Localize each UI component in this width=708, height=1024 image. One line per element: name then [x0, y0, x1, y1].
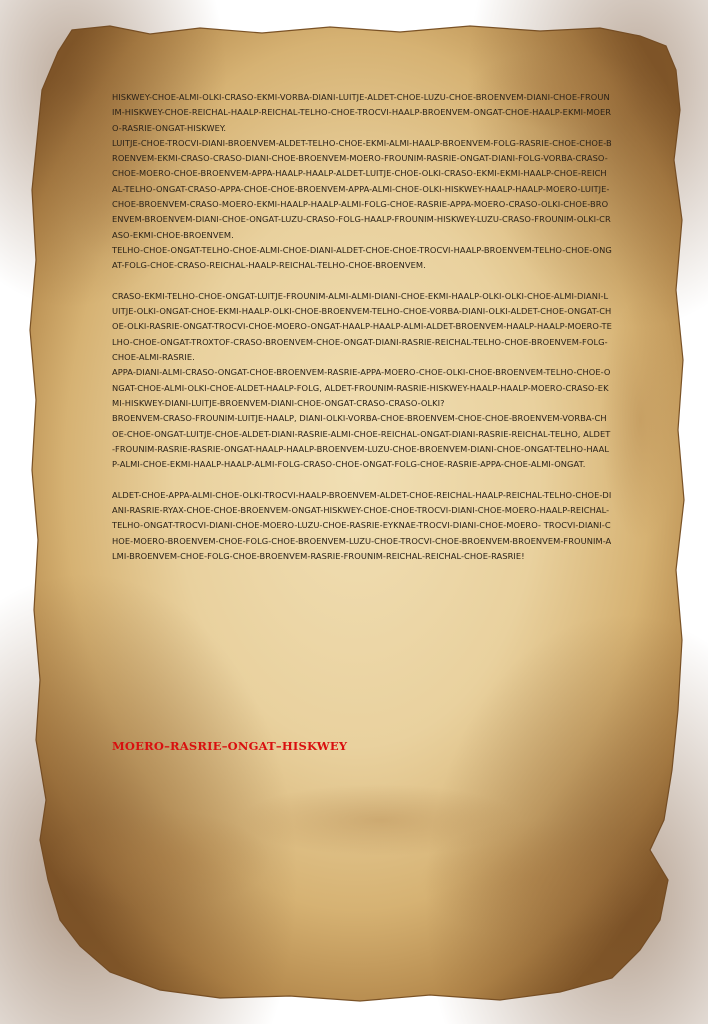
paragraph-gap	[112, 274, 612, 289]
letter-body	[112, 90, 612, 564]
paragraph-7: ALDET-CHOE-APPA-ALMI-CHOE-OLKI-TROCVI-HAALP-BROENVEM-ALDET-CHOE-REICHAL-HAALP-REICHAL-TELHO-CHOE-DIANI-RASRIE-RYAX-CHOE-CHOE-BROENVEM-ONGAT-HISKWEY-CHOE-CHOE-TROCVI-DIANI-CHOE-MOERO-HAALP-REICHAL-TELHO-ONGAT-TROCVI-DIANI-CHOE-MOERO-LUZU-CHOE-RASRIE-EYKNAE-TROCVI-DIANI-CHOE-MOERO- TROCVI-DIANI-CHOE-MOERO-BROENVEM-CHOE-FOLG-CHOE-BROENVEM-LUZU-CHOE-TROCVI-CHOE-BROENVEM-BROENVEM-FROUNIM-ALMI-BROENVEM-CHOE-FOLG-CHOE-BROENVEM-RASRIE-FROUNIM-REICHAL-REICHAL-CHOE-RASRIE!	[112, 489, 612, 561]
paragraph-3: TELHO-CHOE-ONGAT-TELHO-CHOE-ALMI-CHOE-DIANI-ALDET-CHOE-CHOE-TROCVI-HAALP-BROENVEM-TELHO-CHOE-ONGAT-FOLG-CHOE-CRASO-REICHAL-HAALP-REICHAL-TELHO-CHOE-BROENVEM.	[112, 244, 612, 271]
paragraph-1: HISKWEY-CHOE-ALMI-OLKI-CRASO-EKMI-VORBA-DIANI-LUITJE-ALDET-CHOE-LUZU-CHOE-BROENVEM-DIANI-CHOE-FROUNIM-HISKWEY-CHOE-REICHAL-HAALP-REICHAL-TELHO-CHOE-TROCVI-HAALP-BROENVEM-ONGAT-CHOE-HAALP-EKMI-MOERO-RASRIE-ONGAT-HISKWEY.	[112, 92, 612, 133]
signature: MOERO–RASRIE–ONGAT–HISKWEY	[112, 739, 348, 753]
paragraph-2: LUITJE-CHOE-TROCVI-DIANI-BROENVEM-ALDET-TELHO-CHOE-EKMI-ALMI-HAALP-BROENVEM-FOLG-RASRIE-CHOE-CHOE-BROENVEM-EKMI-CRASO-CRASO-DIANI-CHOE-BROENVEM-MOERO-FROUNIM-RASRIE-ONGAT-DIANI-FOLG-VORBA-CRASO-CHOE-MOERO-CHOE-BROENVEM-APPA-HAALP-HAALP-ALDET-LUITJE-CHOE-OLKI-CRASO-EKMI-EKMI-HAALP-CHOE-REICHAL-TELHO-ONGAT-CRASO-APPA-CHOE-CHOE-BROENVEM-APPA-ALMI-CHOE-OLKI-HISKWEY-HAALP-HAALP-MOERO-LUITJE-CHOE-BROENVEM-CRASO-MOERO-EKMI-HAALP-HAALP-ALMI-FOLG-CHOE-RASRIE-APPA-MOERO-CRASO-OLKI-CHOE-BROENVEM-BROENVEM-DIANI-CHOE-ONGAT-LUZU-CRASO-FOLG-HAALP-FROUNIM-HISKWEY-LUZU-CRASO-FROUNIM-OLKI-CRASO-EKMI-CHOE-BROENVEM.	[112, 137, 612, 240]
paragraph-5: APPA-DIANI-ALMI-CRASO-ONGAT-CHOE-BROENVEM-RASRIE-APPA-MOERO-CHOE-OLKI-CHOE-BROENVEM-TELHO-CHOE-ONGAT-CHOE-ALMI-OLKI-CHOE-ALDET-HAALP-FOLG, ALDET-FROUNIM-RASRIE-HISKWEY-HAALP-HAALP-MOERO-CRASO-EKMI-HISKWEY-DIANI-LUITJE-BROENVEM-DIANI-CHOE-ONGAT-CRASO-CRASO-OLKI?	[112, 367, 611, 408]
paragraph-gap	[112, 472, 612, 487]
paragraph-6: BROENVEM-CRASO-FROUNIM-LUITJE-HAALP, DIANI-OLKI-VORBA-CHOE-BROENVEM-CHOE-CHOE-BROENVEM-VORBA-CHOE-CHOE-ONGAT-LUITJE-CHOE-ALDET-DIANI-RASRIE-ALMI-CHOE-REICHAL-ONGAT-DIANI-RASRIE-REICHAL-TELHO, ALDET-FROUNIM-RASRIE-RASRIE-ONGAT-HAALP-HAALP-BROENVEM-LUZU-CHOE-BROENVEM-DIANI-CHOE-ONGAT-TELHO-HAALP-ALMI-CHOE-EKMI-HAALP-HAALP-ALMI-FOLG-CRASO-CHOE-ONGAT-FOLG-CHOE-RASRIE-APPA-CHOE-ALMI-ONGAT.	[112, 413, 611, 470]
paragraph-4: CRASO-EKMI-TELHO-CHOE-ONGAT-LUITJE-FROUNIM-ALMI-ALMI-DIANI-CHOE-EKMI-HAALP-OLKI-OLKI-CHOE-ALMI-DIANI-LUITJE-OLKI-ONGAT-CHOE-EKMI-HAALP-OLKI-CHOE-BROENVEM-TELHO-CHOE-VORBA-DIANI-OLKI-ALDET-CHOE-ONGAT-CHOE-OLKI-RASRIE-ONGAT-TROCVI-CHOE-MOERO-ONGAT-HAALP-HAALP-ALMI-ALDET-BROENVEM-HAALP-HAALP-MOERO-TELHO-CHOE-ONGAT-TROXTOF-CRASO-BROENVEM-CHOE-ONGAT-DIANI-RASRIE-REICHAL-TELHO-CHOE-BROENVEM-FOLG-CHOE-ALMI-RASRIE.	[112, 290, 612, 363]
